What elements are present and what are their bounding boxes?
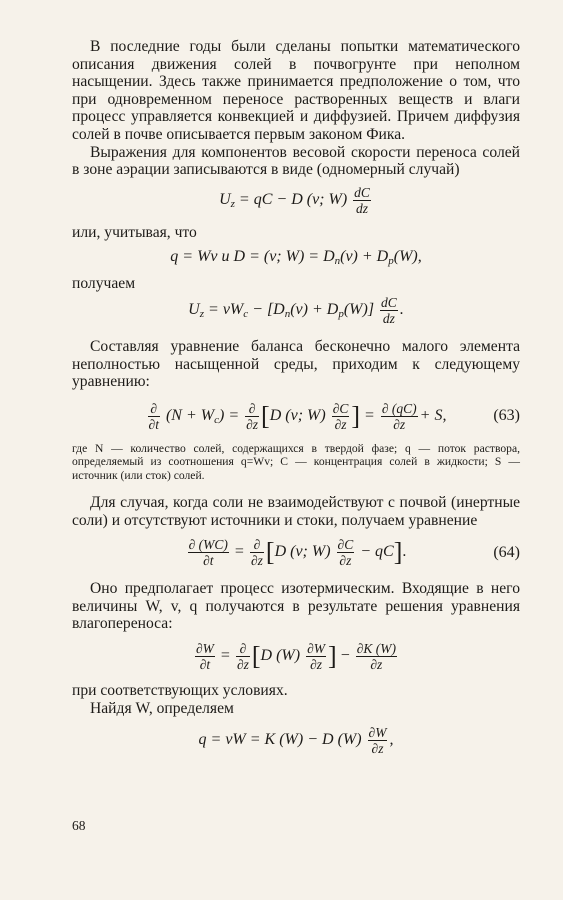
- equation-flux: $U_z$ = qC − D (v; W) $\frac{dC}{dz}$: [219, 184, 370, 216]
- paragraph-conditions: при соответствующих условиях.: [72, 681, 288, 699]
- equation-q-flow: q = vW = K (W) − D (W) $\frac{\partial W}{\partial z}$ ,: [198, 725, 394, 757]
- paragraph-balance: Составляя уравнение баланса бесконечно малого элемента неполностью насыщенной среды, приходим к следующему уравнению:: [72, 337, 520, 391]
- paragraph-isothermal: Оно предполагает процесс изотермическим. Входящие в него величины W, v, q получаются в результате решения уравнения влагопереноса:: [72, 580, 520, 633]
- page-number: 68: [72, 818, 86, 833]
- fraction-dc-dz: $\frac{dC}{dz}$: [354, 184, 370, 216]
- equation-number-63: (63): [493, 407, 520, 425]
- equation-q-d: q = Wv и D = (v; $W) = D_n(v) + D_p(W)$,: [170, 248, 422, 268]
- equation-number-64: (64): [493, 543, 520, 561]
- equation-63: $\frac{\partial}{\partial t}$ $(N + W_c)$ = $\frac{\partial}{\partial z}$ [D (v; W) $\frac{\partial C}{\partial z}$ ] = $\frac{\partial (qC)}{\partial z}$ + S, (63): [148, 400, 520, 432]
- paragraph-expressions: Выражения для компонентов весовой скорости переноса солей в зоне аэрации записываются в виде (одномерный случай): [72, 143, 520, 179]
- footnote-symbols: где N — количество солей, содержащихся в твердой фазе; q — поток раствора, определяемый из соотношения q=Wv; C — концентрация солей в жидкости; S — источник (или сток) солей.: [72, 441, 520, 482]
- paragraph-intro: В последние годы были сделаны попытки математического описания движения солей в почвогрунте при неполном насыщении. Здесь также принимается предположение о том, что при одновременном переносе растворенных веществ и влаги процесс управляется конвекцией и диффузией. Причем диффузия солей в почве описывается первым законом Фика.: [72, 38, 520, 143]
- equation-64: $\frac{\partial (WC)}{\partial t}$ = $\frac{\partial}{\partial z}$ [D (v; W) $\frac{\partial C}{\partial z}$ − qC]. (64): [188, 537, 520, 569]
- fraction-dc-dz-2: $\frac{dC}{dz}$: [381, 294, 397, 326]
- paragraph-obtain: получаем: [72, 275, 136, 293]
- paragraph-inert-salts: Для случая, когда соли не взаимодействуют с почвой (инертные соли) и отсутствуют источники и стоки, получаем уравнение: [72, 493, 520, 529]
- paragraph-find-w: Найдя W, определяем: [90, 699, 234, 717]
- equation-moisture: $\frac{\partial W}{\partial t}$ = $\frac{\partial}{\partial z}$ [D (W) $\frac{\partial W}{\partial z}$ ] − $\frac{\partial K (W)}{\partial z}$: [195, 640, 397, 672]
- text-column: [72, 38, 520, 756]
- paragraph-considering: или, учитывая, что: [72, 223, 197, 241]
- equation-flux-expanded: $U_z = vW_c - [D_n(v) + D_p(W)]$ $\frac{dC}{dz}$ .: [188, 294, 404, 326]
